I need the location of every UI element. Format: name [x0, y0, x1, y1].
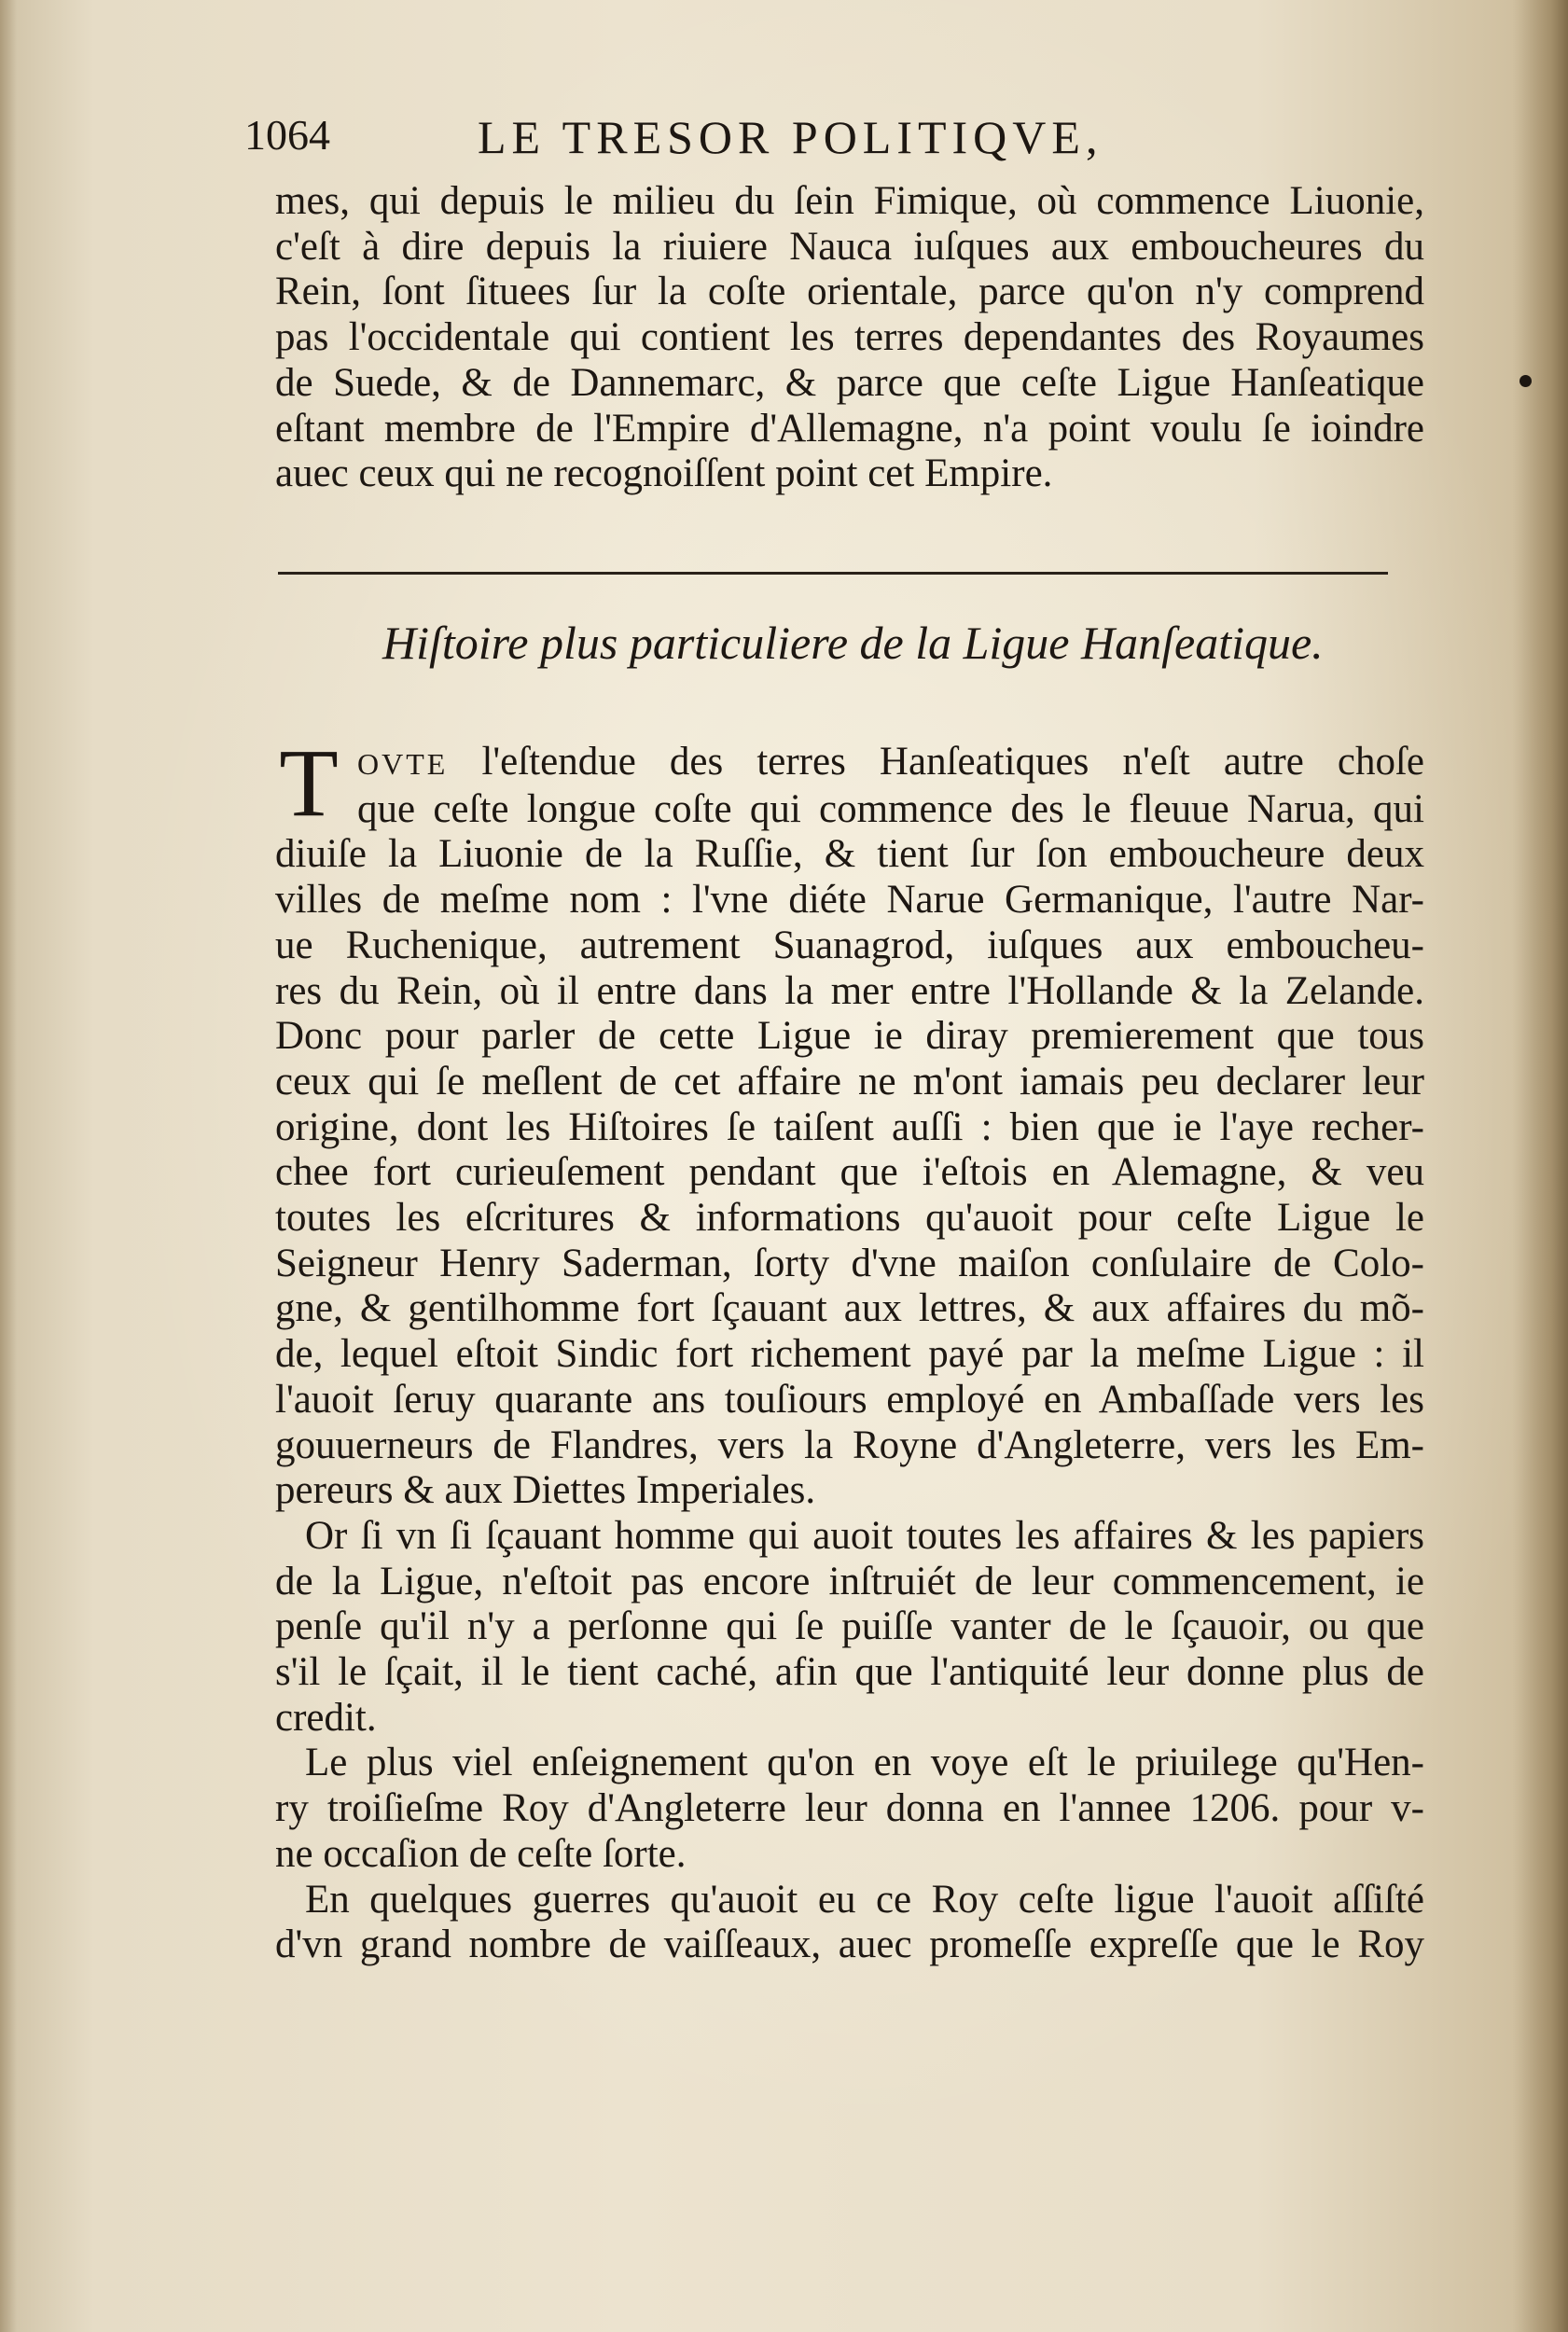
text-line: res du Rein, où il entre dans la mer entre l'Hollande & la Zelande.	[275, 968, 1424, 1013]
section-heading: Hiſtoire plus particuliere de la Ligue Hanſeatique.	[382, 617, 1324, 669]
text-line: ceux qui ſe meſlent de cet affaire ne m'ont iamais peu declarer leur	[275, 1059, 1424, 1104]
running-title: LE TRESOR POLITIQVE,	[478, 111, 1103, 163]
text-line: Seigneur Henry Saderman, ſorty d'vne maiſon conſulaire de Colo-	[275, 1241, 1424, 1285]
paragraph-1	[275, 179, 1424, 497]
text-line: Or ſi vn ſi ſçauant homme qui auoit toutes les affaires & les papiers	[305, 1513, 1424, 1558]
text-line: En quelques guerres qu'auoit eu ce Roy ceſte ligue l'auoit aſſiſté	[305, 1877, 1424, 1922]
text-line: d'vn grand nombre de vaiſſeaux, auec promeſſe expreſſe que le Roy	[275, 1923, 1424, 1967]
text-line: credit.	[275, 1695, 377, 1740]
lead-word: OVTE	[357, 747, 449, 781]
text-line: villes de meſme nom : l'vne diéte Narue Germanique, l'autre Nar-	[275, 878, 1424, 923]
text-line: ry troiſieſme Roy d'Angleterre leur donna en l'annee 1206. pour v-	[275, 1786, 1424, 1831]
text-line: mes, qui depuis le milieu du ſein Fimique, où commence Liuonie,	[275, 179, 1424, 223]
text-line: auec ceux qui ne recognoiſſent point cet Empire.	[275, 451, 1053, 496]
text-line: l'auoit ſeruy quarante ans touſiours employé en Ambaſſade vers les	[275, 1377, 1424, 1422]
text-line: de Suede, & de Dannemarc, & parce que ceſte Ligue Hanſeatique	[275, 360, 1424, 405]
text-line: Rein, ſont ſituees ſur la coſte orientale, parce qu'on n'y comprend	[275, 270, 1424, 314]
text-line: ue Ruchenique, autrement Suanagrod, iuſques aux emboucheu-	[275, 923, 1424, 967]
text-line: c'eſt à dire depuis la riuiere Nauca iuſques aux emboucheures du	[275, 224, 1424, 269]
text-run: l'eſtendue des terres Hanſeatiques n'eſt autre choſe	[481, 740, 1424, 784]
text-line: diuiſe la Liuonie de la Ruſſie, & tient ſur ſon emboucheure deux	[275, 832, 1424, 877]
margin-dot	[1519, 375, 1532, 387]
gutter-shadow	[1512, 0, 1568, 2332]
text-line: penſe qu'il n'y a perſonne qui ſe puiſſe vanter de le ſçauoir, ou que	[275, 1604, 1424, 1649]
paragraph-2	[275, 729, 1424, 1968]
text-line: Le plus viel enſeignement qu'on en voye eſt le priuilege qu'Hen-	[305, 1741, 1424, 1785]
section-rule	[278, 572, 1388, 575]
page-left-edge	[0, 0, 17, 2332]
text-line: origine, dont les Hiſtoires ſe taiſent auſſi : bien que ie l'aye recher-	[275, 1104, 1424, 1149]
text-line: toutes les eſcritures & informations qu'auoit pour ceſte Ligue le	[275, 1196, 1424, 1241]
text-line: pas l'occidentale qui contient les terres dependantes des Royaumes	[275, 315, 1424, 360]
text-line: que ceſte longue coſte qui commence des le fleuue Narua, qui	[357, 786, 1424, 831]
drop-cap: T	[279, 729, 339, 837]
running-head	[244, 110, 1289, 175]
text-line: de la Ligue, n'eſtoit pas encore inſtruiét de leur commencement, ie	[275, 1559, 1424, 1603]
text-line-first	[275, 740, 1424, 787]
text-line: ne occaſion de ceſte ſorte.	[275, 1831, 687, 1876]
text-line: de, lequel eſtoit Sindic fort richement payé par la meſme Ligue : il	[275, 1332, 1424, 1377]
page-number: 1064	[244, 111, 330, 159]
text-line: s'il le ſçait, il le tient caché, afin que l'antiquité leur donne plus de	[275, 1650, 1424, 1695]
text-line: chee fort curieuſement pendant que i'eſtois en Alemagne, & veu	[275, 1150, 1424, 1195]
text-line: pereurs & aux Diettes Imperiales.	[275, 1468, 816, 1513]
text-line: gne, & gentilhomme fort ſçauant aux lettres, & aux affaires du mõ-	[275, 1286, 1424, 1331]
text-line: gouuerneurs de Flandres, vers la Royne d'Angleterre, vers les Em-	[275, 1423, 1424, 1467]
text-line: eſtant membre de l'Empire d'Allemagne, n'a point voulu ſe ioindre	[275, 406, 1424, 451]
text-line: Donc pour parler de cette Ligue ie diray premierement que tous	[275, 1014, 1424, 1059]
